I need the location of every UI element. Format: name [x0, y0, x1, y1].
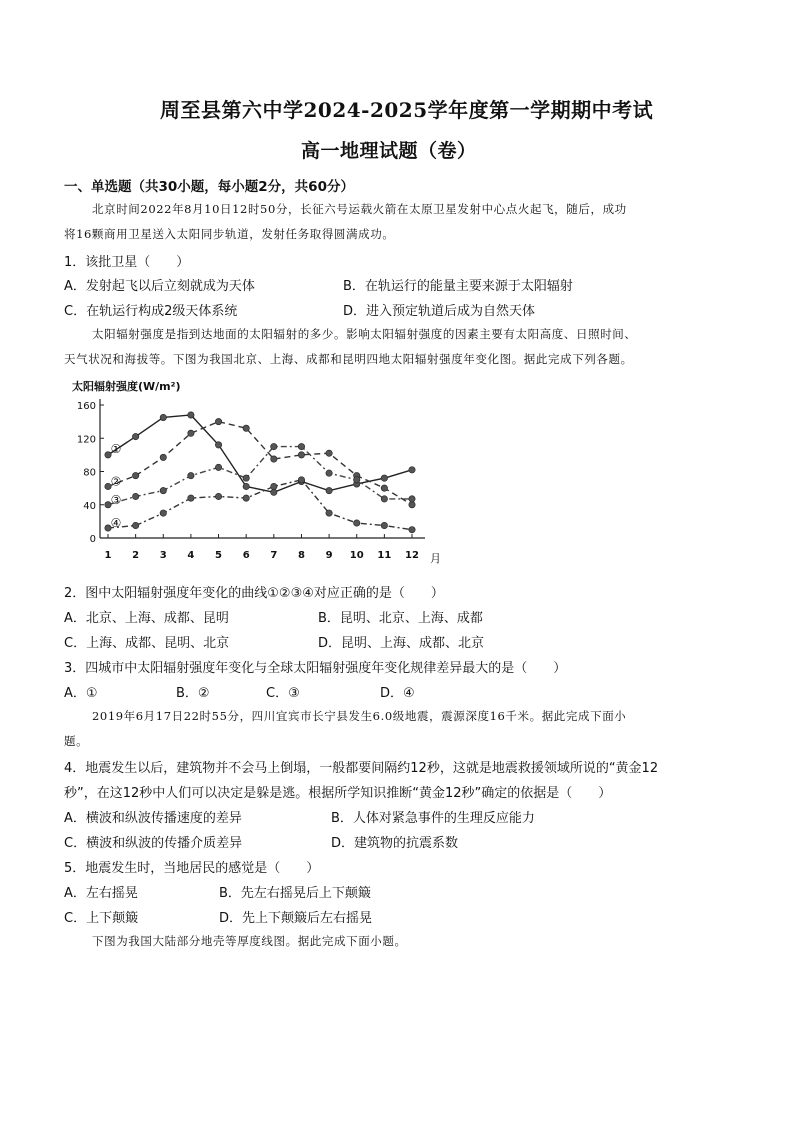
- question-5-option-d: D．先上下颠簸后左右摇晃: [219, 911, 373, 926]
- series-3-point: [243, 475, 249, 481]
- x-tick-label: 12: [405, 550, 419, 561]
- series-4-point: [132, 522, 138, 528]
- question-2-option-b: B．昆明、北京、上海、成都: [318, 611, 483, 626]
- passage-3-line-1: 2019年6月17日22时55分，四川宜宾市长宁县发生6.0级地震，震源深度16千米。据此完成下面小: [92, 709, 627, 723]
- series-4-point: [409, 526, 415, 532]
- question-1-option-c: C．在轨运行构成2级天体系统: [64, 304, 238, 319]
- series-3-point: [132, 493, 138, 499]
- question-5-option-b: B．先左右摇晃后上下颠簸: [219, 886, 371, 901]
- passage-2-line-1: 太阳辐射强度是指到达地面的太阳辐射的多少。影响太阳辐射强度的因素主要有太阳高度、日照时间、: [92, 327, 637, 341]
- radiation-line-chart: [60, 372, 450, 572]
- series-1-point: [381, 475, 387, 481]
- series-4-point: [326, 510, 332, 516]
- question-1-stem: 1．该批卫星（ ）: [64, 255, 190, 270]
- series-3-point: [298, 443, 304, 449]
- series-4-point: [215, 493, 221, 499]
- x-tick-label: 2: [132, 550, 140, 561]
- series-3-point: [381, 496, 387, 502]
- question-4-option-a: A．横波和纵波传播速度的差异: [64, 811, 242, 826]
- y-tick-label: 120: [76, 434, 96, 446]
- section-heading: 一、单选题（共30小题，每小题2分，共60分）: [64, 179, 354, 195]
- passage-2-line-2: 天气状况和海拔等。下图为我国北京、上海、成都和昆明四地太阳辐射强度年变化图。据此完成下列各题。: [64, 352, 633, 366]
- series-1-point: [271, 489, 277, 495]
- series-label-1: ①: [110, 441, 122, 456]
- x-tick-label: 4: [187, 550, 195, 561]
- x-tick-label: 9: [325, 550, 333, 561]
- series-2-point: [160, 454, 166, 460]
- question-3-option-c: C．③: [266, 686, 300, 701]
- question-3-option-a: A．①: [64, 686, 98, 701]
- chart-xlabel: 月: [430, 552, 441, 565]
- series-4-point: [160, 510, 166, 516]
- passage-1-line-1: 北京时间2022年8月10日12时50分，长征六号运载火箭在太原卫星发射中心点火起飞，随后，成功: [92, 202, 627, 216]
- page-subtitle: 高一地理试题（卷）: [301, 140, 477, 162]
- series-3-point: [160, 487, 166, 493]
- x-tick-label: 7: [270, 550, 278, 561]
- question-3-stem: 3．四城市中太阳辐射强度年变化与全球太阳辐射强度年变化规律差异最大的是（ ）: [64, 661, 567, 676]
- series-2-point: [298, 452, 304, 458]
- series-line-3: [108, 447, 412, 505]
- x-tick-label: 3: [159, 550, 167, 561]
- question-1-option-d: D．进入预定轨道后成为自然天体: [343, 304, 536, 319]
- x-tick-label: 11: [377, 550, 392, 561]
- series-1-point: [215, 442, 221, 448]
- x-tick-label: 6: [242, 550, 250, 561]
- series-3-point: [354, 477, 360, 483]
- y-tick-label: 80: [83, 467, 96, 479]
- series-2-point: [381, 485, 387, 491]
- question-5-stem: 5．地震发生时，当地居民的感觉是（ ）: [64, 861, 320, 876]
- series-1-point: [188, 412, 194, 418]
- y-tick-label: 160: [76, 401, 96, 412]
- passage-4-line-1: 下图为我国大陆部分地壳等厚度线图。据此完成下面小题。: [92, 934, 407, 948]
- series-3-point: [409, 496, 415, 502]
- series-4-point: [188, 495, 194, 501]
- passage-3-line-2: 题。: [64, 734, 89, 748]
- page-title: 周至县第六中学2024-2025学年度第一学期期中考试: [160, 98, 654, 122]
- question-5-option-c: C．上下颠簸: [64, 911, 139, 926]
- series-4-point: [298, 477, 304, 483]
- series-label-3: ③: [110, 492, 122, 507]
- series-4-point: [271, 483, 277, 489]
- series-3-point: [188, 472, 194, 478]
- series-4-point: [354, 520, 360, 526]
- series-1-point: [326, 487, 332, 493]
- question-2-option-c: C．上海、成都、昆明、北京: [64, 636, 230, 651]
- question-2-option-d: D．昆明、上海、成都、北京: [318, 636, 485, 651]
- series-3-point: [271, 443, 277, 449]
- x-tick-label: 10: [349, 550, 364, 561]
- question-4-option-b: B．人体对紧急事件的生理反应能力: [331, 811, 535, 826]
- question-2-stem: 2．图中太阳辐射强度年变化的曲线①②③④对应正确的是（ ）: [64, 586, 444, 601]
- x-tick-label: 8: [297, 550, 305, 561]
- question-3-option-d: D．④: [380, 686, 415, 701]
- question-4-stem-line-2: 秒”，在这12秒中人们可以决定是躲是逃。根据所学知识推断“黄金12秒”确定的依据是（ ）: [64, 786, 612, 801]
- question-1-option-b: B．在轨运行的能量主要来源于太阳辐射: [343, 279, 573, 294]
- x-tick-label: 5: [215, 550, 223, 561]
- question-4-option-d: D．建筑物的抗震系数: [331, 836, 459, 851]
- series-2-point: [132, 472, 138, 478]
- question-3-option-b: B．②: [176, 686, 210, 701]
- series-label-4: ④: [110, 516, 122, 531]
- question-4-option-c: C．横波和纵波的传播介质差异: [64, 836, 243, 851]
- series-label-2: ②: [110, 474, 122, 489]
- question-2-option-a: A．北京、上海、成都、昆明: [64, 611, 229, 626]
- series-2-point: [326, 450, 332, 456]
- series-2-point: [188, 430, 194, 436]
- series-2-point: [271, 456, 277, 462]
- series-1-point: [243, 483, 249, 489]
- question-4-stem-line-1: 4．地震发生以后，建筑物并不会马上倒塌，一般都要间隔约12秒，这就是地震救援领域所说的“黄金12: [64, 761, 659, 776]
- series-3-point: [215, 464, 221, 470]
- series-2-point: [215, 418, 221, 424]
- series-2-point: [409, 502, 415, 508]
- series-1-point: [132, 433, 138, 439]
- series-4-point: [243, 495, 249, 501]
- series-4-point: [381, 522, 387, 528]
- chart-title: 太阳辐射强度(W/m²): [72, 380, 181, 393]
- passage-1-line-2: 将16颗商用卫星送入太阳同步轨道，发射任务取得圆满成功。: [64, 227, 395, 241]
- question-5-option-a: A．左右摇晃: [64, 886, 138, 901]
- question-1-option-a: A．发射起飞以后立刻就成为天体: [64, 279, 255, 294]
- y-tick-label: 40: [83, 500, 96, 512]
- x-tick-label: 1: [104, 550, 112, 561]
- series-2-point: [243, 425, 249, 431]
- y-tick-label: 0: [89, 534, 96, 545]
- series-1-point: [160, 414, 166, 420]
- series-1-point: [409, 467, 415, 473]
- series-3-point: [326, 470, 332, 476]
